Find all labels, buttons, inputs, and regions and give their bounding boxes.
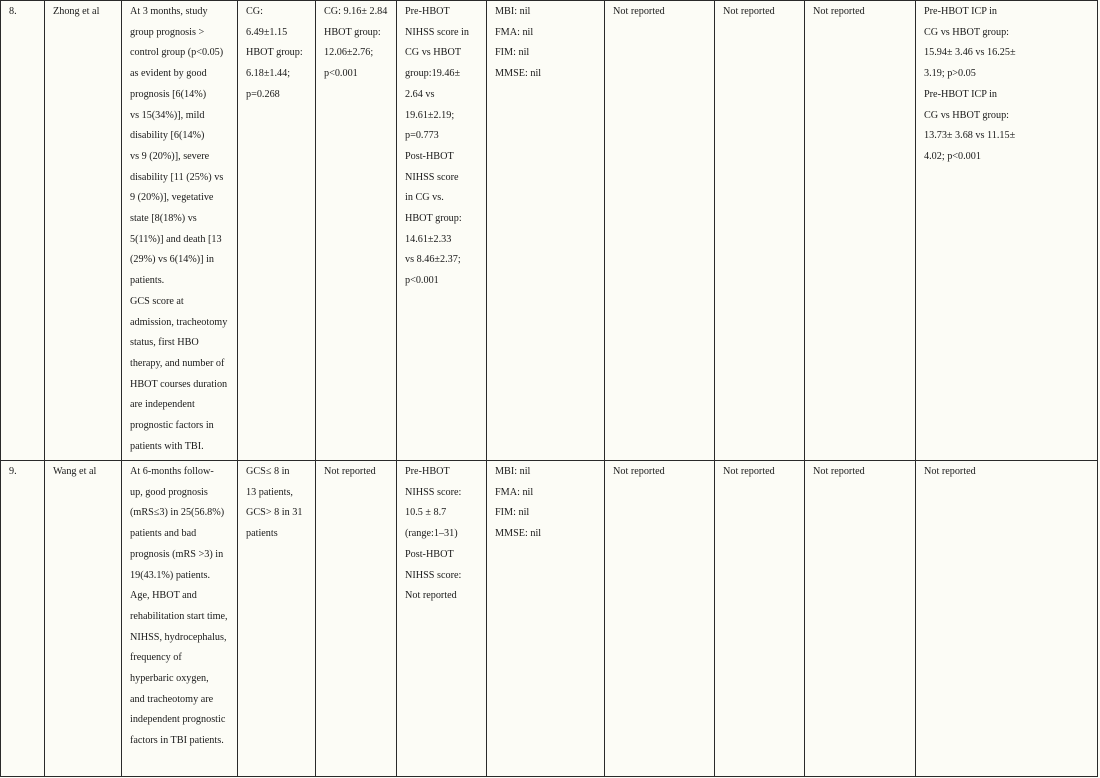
cell-text-line: factors in TBI patients. bbox=[130, 735, 224, 747]
cell-text-line: disability [6(14%) bbox=[130, 130, 205, 142]
cell-text-line: p<0.001 bbox=[324, 68, 358, 80]
cell-text-line: up, good prognosis bbox=[130, 486, 208, 498]
cell-nihss bbox=[397, 1, 487, 461]
cell-text-line: 6.18±1.44; bbox=[246, 68, 291, 80]
cell-text-line: 19(43.1%) patients. bbox=[130, 569, 211, 581]
cell-text-line: HBOT group: bbox=[405, 213, 462, 225]
cell-text-line: MMSE: nil bbox=[495, 528, 542, 540]
cell-icp bbox=[916, 461, 1098, 777]
cell-text-line: 4.02; p<0.001 bbox=[924, 150, 981, 162]
cell-text-line: NIHSS score bbox=[405, 171, 459, 183]
cell-text-line: 14.61±2.33 bbox=[405, 233, 452, 245]
cell-text-line: FMA: nil bbox=[495, 486, 534, 498]
cell-text-line: 13 patients, bbox=[246, 486, 293, 498]
cell-text-line: in CG vs. bbox=[405, 192, 444, 204]
cell-text-line: NIHSS score: bbox=[405, 486, 462, 498]
cell-text-line: GCS score at bbox=[130, 295, 184, 307]
cell-text-line: vs 8.46±2.37; bbox=[405, 254, 461, 266]
cell-text-line: p=0.773 bbox=[405, 130, 439, 142]
cell-text-line: as evident by good bbox=[130, 68, 207, 80]
cell-col-6 bbox=[605, 461, 715, 777]
cell-text-line: 5(11%)] and death [13 bbox=[130, 233, 222, 245]
cell-text-line: p<0.001 bbox=[405, 275, 439, 287]
cell-text-line: frequency of bbox=[130, 652, 182, 664]
cell-number: 8. bbox=[1, 1, 45, 461]
cell-text-line: group prognosis > bbox=[130, 26, 205, 38]
cell-text-line: MBI: nil bbox=[495, 466, 531, 477]
cell-text-line: hyperbaric oxygen, bbox=[130, 673, 209, 685]
cell-text-line: state [8(18%) vs bbox=[130, 213, 197, 225]
cell-col-7 bbox=[715, 1, 805, 461]
cell-text-line: Post-HBOT bbox=[405, 150, 454, 162]
cell-text-line: Not reported bbox=[924, 466, 976, 477]
table-row bbox=[1, 1, 1098, 461]
cell-text-line: control group (p<0.05) bbox=[130, 47, 224, 59]
cell-text-line: (range:1–31) bbox=[405, 528, 458, 540]
cell-text-line: prognosis [6(14%) bbox=[130, 88, 207, 100]
table-body bbox=[1, 1, 1098, 777]
cell-text-line: status, first HBO bbox=[130, 337, 199, 349]
cell-text-line: NIHSS, hydrocephalus, bbox=[130, 631, 227, 643]
cell-text-line: admission, tracheotomy bbox=[130, 316, 228, 328]
table-row bbox=[1, 461, 1098, 777]
cell-text-line: FMA: nil bbox=[495, 26, 534, 38]
cell-text-line: 9 (20%)], vegetative bbox=[130, 192, 214, 204]
cell-col-6 bbox=[605, 1, 715, 461]
cell-text-line: At 6-months follow- bbox=[130, 466, 214, 477]
cell-text-line: (29%) vs 6(14%)] in bbox=[130, 254, 215, 266]
cell-text-line: patients. bbox=[130, 275, 165, 287]
cell-text-line: FIM: nil bbox=[495, 507, 530, 519]
cell-text-line: At 3 months, study bbox=[130, 6, 208, 17]
cell-text-line: 12.06±2.76; bbox=[324, 47, 374, 59]
cell-text-line: FIM: nil bbox=[495, 47, 530, 59]
cell-other-scales bbox=[487, 461, 605, 777]
cell-text-line: MBI: nil bbox=[495, 6, 531, 17]
cell-text-line: independent prognostic bbox=[130, 714, 226, 726]
cell-text-line: patients with TBI. bbox=[130, 440, 204, 452]
cell-author: Wang et al bbox=[45, 461, 122, 777]
cell-text-line: Pre-HBOT ICP in bbox=[924, 6, 998, 17]
cell-text-line: therapy, and number of bbox=[130, 357, 225, 369]
cell-nihss bbox=[397, 461, 487, 777]
cell-outcome-summary bbox=[122, 461, 238, 777]
cell-text-line: CG vs HBOT group: bbox=[924, 109, 1009, 121]
cell-text-line: Not reported bbox=[813, 6, 865, 17]
cell-text-line: NIHSS score in bbox=[405, 26, 469, 38]
cell-text-line: Post-HBOT bbox=[405, 548, 454, 560]
cell-text-line: GCS≤ 8 in bbox=[246, 466, 290, 477]
cell-text-line: Not reported bbox=[723, 466, 775, 477]
cell-text-line: group:19.46± bbox=[405, 68, 461, 80]
cell-text-line: 15.94± 3.46 vs 16.25± bbox=[924, 47, 1016, 59]
cell-text-line: Age, HBOT and bbox=[130, 590, 197, 602]
cell-icp bbox=[916, 1, 1098, 461]
cell-col-7 bbox=[715, 461, 805, 777]
cell-outcome-summary bbox=[122, 1, 238, 461]
cell-col-8 bbox=[805, 461, 916, 777]
cell-text-line: prognostic factors in bbox=[130, 420, 214, 432]
cell-text-line: and tracheotomy are bbox=[130, 693, 214, 705]
cell-text-line: Not reported bbox=[813, 466, 865, 477]
cell-text-line: Pre-HBOT bbox=[405, 466, 450, 477]
cell-text-line: MMSE: nil bbox=[495, 68, 542, 80]
cell-other-scales bbox=[487, 1, 605, 461]
cell-text-line: Not reported bbox=[405, 590, 457, 602]
cell-post-gcs bbox=[316, 461, 397, 777]
cell-text-line: patients bbox=[246, 528, 278, 540]
cell-text-line: patients and bad bbox=[130, 528, 197, 540]
cell-text-line: 2.64 vs bbox=[405, 88, 435, 100]
cell-text-line: Pre-HBOT bbox=[405, 6, 450, 17]
cell-text-line: vs 15(34%)], mild bbox=[130, 109, 205, 121]
cell-text-line: (mRS≤3) in 25(56.8%) bbox=[130, 507, 225, 519]
cell-text-line: Pre-HBOT ICP in bbox=[924, 88, 998, 100]
cell-text-line: 13.73± 3.68 vs 11.15± bbox=[924, 130, 1016, 142]
cell-text-line: NIHSS score: bbox=[405, 569, 462, 581]
cell-text-line: HBOT courses duration bbox=[130, 378, 228, 390]
cell-baseline-gcs bbox=[238, 1, 316, 461]
cell-text-line: GCS> 8 in 31 bbox=[246, 507, 303, 519]
cell-text-line: rehabilitation start time, bbox=[130, 610, 228, 622]
cell-baseline-gcs bbox=[238, 461, 316, 777]
cell-text-line: vs 9 (20%)], severe bbox=[130, 150, 210, 162]
cell-author: Zhong et al bbox=[45, 1, 122, 461]
cell-text-line: 6.49±1.15 bbox=[246, 26, 288, 38]
cell-text-line: Not reported bbox=[723, 6, 775, 17]
cell-text-line: CG: bbox=[246, 6, 263, 17]
cell-number: 9. bbox=[1, 461, 45, 777]
cell-text-line: 19.61±2.19; bbox=[405, 109, 455, 121]
cell-text-line: Not reported bbox=[613, 466, 665, 477]
cell-text-line: HBOT group: bbox=[324, 26, 381, 38]
cell-text-line: Not reported bbox=[324, 466, 376, 477]
cell-text-line: HBOT group: bbox=[246, 47, 303, 59]
cell-text-line: disability [11 (25%) vs bbox=[130, 171, 224, 183]
cell-text-line: CG vs HBOT bbox=[405, 47, 462, 59]
cell-text-line: CG: 9.16± 2.84 bbox=[324, 6, 388, 17]
cell-text-line: Not reported bbox=[613, 6, 665, 17]
cell-col-8 bbox=[805, 1, 916, 461]
cell-text-line: 3.19; p>0.05 bbox=[924, 68, 976, 80]
cell-text-line: p=0.268 bbox=[246, 88, 280, 100]
cell-text-line: 10.5 ± 8.7 bbox=[405, 507, 447, 519]
cell-text-line: are independent bbox=[130, 399, 195, 411]
cell-text-line: CG vs HBOT group: bbox=[924, 26, 1009, 38]
cell-post-gcs bbox=[316, 1, 397, 461]
cell-text-line: prognosis (mRS >3) in bbox=[130, 548, 224, 560]
